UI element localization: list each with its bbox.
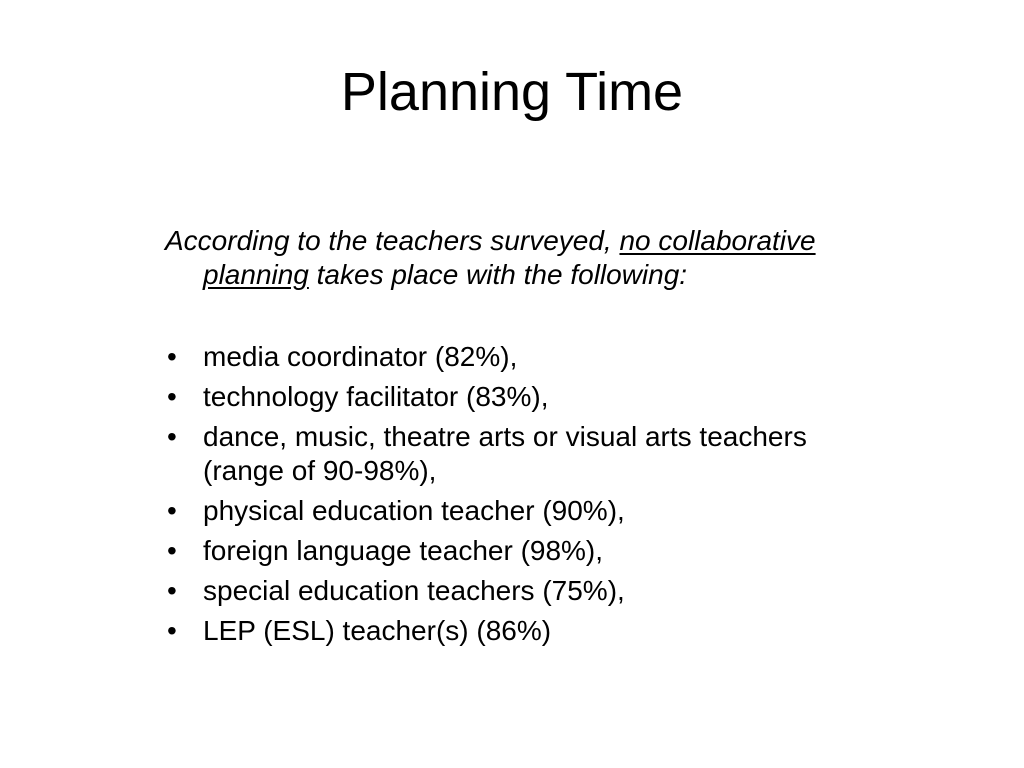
list-item-text: physical education teacher (90%), [203, 495, 625, 526]
list-item [165, 380, 865, 414]
list-item [165, 574, 865, 608]
list-item-text: dance, music, theatre arts or visual arts teachers (range of 90-98%), [203, 421, 807, 486]
bullet-icon: • [167, 381, 177, 412]
bullet-icon: • [167, 575, 177, 606]
bullet-icon: • [167, 421, 177, 452]
slide-title: Planning Time [340, 62, 684, 122]
bullet-icon: • [167, 615, 177, 646]
list-item-text: LEP (ESL) teacher(s) (86%) [203, 615, 552, 646]
list-item [165, 534, 865, 568]
list-item [165, 420, 865, 488]
list-item-text: technology facilitator (83%), [203, 381, 549, 412]
list-item [165, 340, 865, 374]
list-item [165, 614, 865, 648]
intro-text-end: takes place with the following: [308, 259, 688, 290]
intro-paragraph [165, 224, 865, 292]
list-item-text: special education teachers (75%), [203, 575, 625, 606]
intro-underlined-text: no collaborative planning [203, 225, 816, 290]
list-item [165, 494, 865, 528]
intro-text-start: According to the teachers surveyed, [165, 225, 620, 256]
bullet-icon: • [167, 535, 177, 566]
list-item-text: foreign language teacher (98%), [203, 535, 604, 566]
bullet-icon: • [167, 495, 177, 526]
bullet-icon: • [167, 341, 177, 372]
list-item-text: media coordinator (82%), [203, 341, 518, 372]
bullet-list [165, 340, 865, 648]
slide-body [165, 224, 865, 654]
